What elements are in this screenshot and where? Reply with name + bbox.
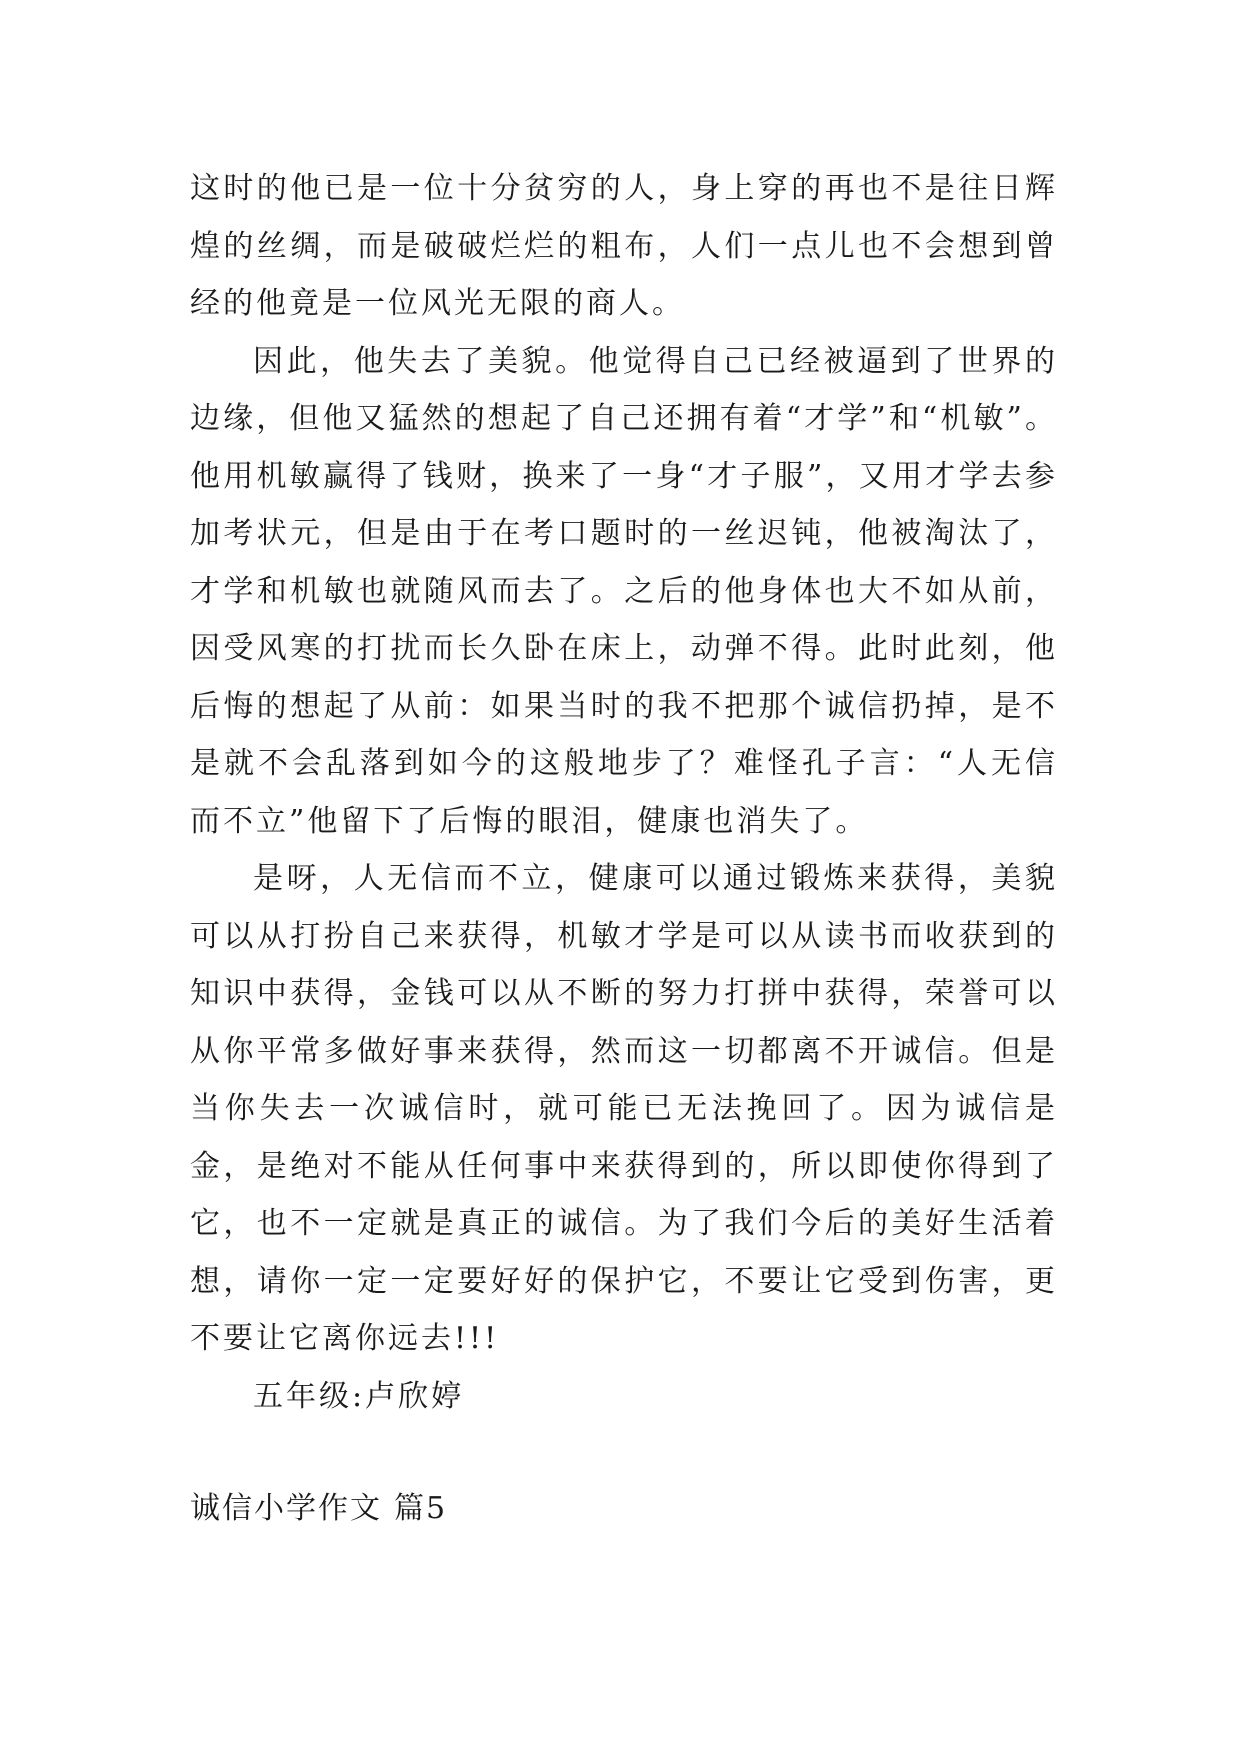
section-heading [190,1480,447,1538]
paragraph-3: 是呀，人无信而不立，健康可以通过锻炼来获得，美貌可以从打扮自己来获得，机敏才学是可以从读书而收获到的知识中获得，金钱可以从不断的努力打拼中获得，荣誉可以从你平常多做好事来获得，然而这一切都离不开诚信。但是当你失去一次诚信时，就可能已无法挽回了。因为诚信是金，是绝对不能从任何事中来获得到的，所以即使你得到了它，也不一定就是真正的诚信。为了我们今后的美好生活着想，请你一定一定要好好的保护它，不要让它受到伤害，更不要让它离你远去!!! [190,861,1058,1356]
paragraph-2: 因此，他失去了美貌。他觉得自己已经被逼到了世界的边缘，但他又猛然的想起了自己还拥有着“才学”和“机敏”。他用机敏赢得了钱财，换来了一身“才子服”，又用才学去参加考状元，但是由于在考口题时的一丝迟钝，他被淘汰了，才学和机敏也就随风而去了。之后的他身体也大不如从前，因受风寒的打扰而长久卧在床上，动弹不得。此时此刻，他后悔的想起了从前：如果当时的我不把那个诚信扔掉，是不是就不会乱落到如今的这般地步了？难怪孔子言：“人无信而不立”他留下了后悔的眼泪，健康也消失了。 [190,343,1058,839]
paragraph-1: 这时的他已是一位十分贫穷的人，身上穿的再也不是往日辉煌的丝绸，而是破破烂烂的粗布，人们一点儿也不会想到曾经的他竟是一位风光无限的商人。 [190,171,1058,321]
section-title: 诚信小学作文 [190,1491,382,1526]
article-body [190,160,1058,1425]
author-signature: 五年级:卢欣婷 [253,1378,465,1414]
section-number: 篇5 [394,1491,448,1526]
